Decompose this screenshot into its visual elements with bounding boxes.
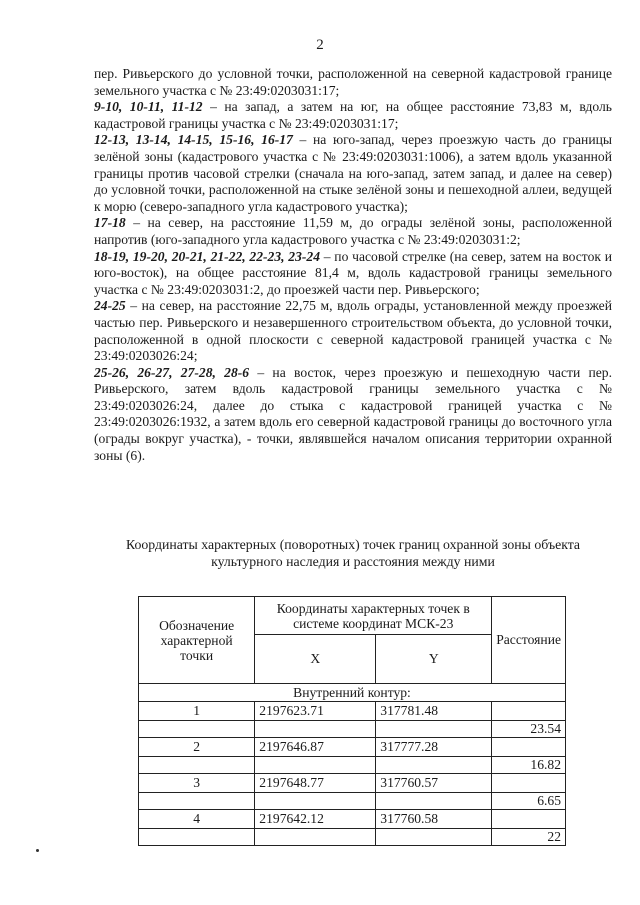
coord-x: 2197648.77 — [255, 774, 376, 793]
empty-cell — [492, 774, 566, 793]
paragraph-text: – на юго-запад, через проезжую часть до границы зелёной зоны (кадастрового участка с № 23:49:0203031:1006), а затем вдоль указанной границы против часовой стрелки (сначала на юго-запад, затем запад, и далее на север) до условной точки, расположенной на стыке зелёной зоны и пешеходной аллеи, ведущей к морю (северо-западного угла кадастрового участка); — [94, 132, 612, 214]
paragraph-text: – на север, на расстояние 11,59 м, до ограды зелёной зоны, расположенной напротив (юго-западного угла кадастрового участка с № 23:49:0203031:2; — [94, 215, 612, 247]
empty-cell — [139, 757, 255, 774]
paragraph-text: – на север, на расстояние 22,75 м, вдоль ограды, установленной между проезжей частью пер. Ривьерского и незавершенного строительством объекта, до условной точки, расположенной в одной плоскости с северной кадастровой границей участка с № 23:49:0203026:24; — [94, 298, 612, 364]
segment-range: 24-25 — [94, 298, 126, 314]
page-number: 2 — [316, 37, 324, 53]
table-header-row — [139, 597, 566, 635]
coordinates-table — [138, 596, 566, 846]
segment-range: 18-19, 19-20, 20-21, 21-22, 22-23, 23-24 — [94, 248, 321, 264]
empty-cell — [376, 793, 492, 810]
empty-cell — [376, 829, 492, 846]
paragraph — [94, 365, 612, 465]
coord-y: 317777.28 — [376, 738, 492, 757]
coord-x: 2197646.87 — [255, 738, 376, 757]
empty-cell — [255, 793, 376, 810]
empty-cell — [139, 721, 255, 738]
empty-cell — [139, 793, 255, 810]
segment-range: 25-26, 26-27, 27-28, 28-6 — [94, 364, 250, 380]
table-row — [139, 702, 566, 721]
empty-cell — [139, 829, 255, 846]
empty-cell — [255, 829, 376, 846]
distance-row — [139, 793, 566, 810]
contour-row — [139, 684, 566, 702]
paragraph — [94, 215, 612, 248]
contour-label: Внутренний контур: — [139, 684, 566, 702]
header-point: Обозначение характерной точки — [139, 597, 255, 684]
point-number: 1 — [139, 702, 255, 721]
empty-cell — [255, 721, 376, 738]
paragraph — [94, 99, 612, 132]
empty-cell — [255, 757, 376, 774]
header-y: Y — [376, 635, 492, 684]
point-number: 2 — [139, 738, 255, 757]
segment-range: 9-10, 10-11, 11-12 — [94, 99, 203, 115]
distance-value: 16.82 — [492, 757, 566, 774]
segment-range: 12-13, 13-14, 14-15, 15-16, 16-17 — [94, 132, 293, 148]
table-row — [139, 810, 566, 829]
paragraph-text: – на восток, через проезжую и пешеходную части пер. Ривьерского, затем вдоль кадастровой границы земельного участка с № 23:49:0203026:24, далее до стыка с кадастровой границей участка с № 23:49:0203026:1932, а затем вдоль его северной кадастровой границы до восточного угла (ограды вокруг участка), - точки, являвшейся началом описания территории охранной зоны (6). — [94, 364, 612, 463]
empty-cell — [376, 721, 492, 738]
paragraph-text: пер. Ривьерского до условной точки, расположенной на северной кадастровой границе земельного участка с № 23:49:0203031:17; — [94, 66, 612, 98]
scan-speck — [36, 849, 39, 852]
paragraph — [94, 132, 612, 215]
empty-cell — [492, 738, 566, 757]
point-number: 3 — [139, 774, 255, 793]
distance-value: 23.54 — [492, 721, 566, 738]
distance-row — [139, 721, 566, 738]
distance-value: 6.65 — [492, 793, 566, 810]
table-row — [139, 774, 566, 793]
coord-x: 2197642.12 — [255, 810, 376, 829]
header-x: X — [255, 635, 376, 684]
paragraph — [94, 298, 612, 364]
distance-row — [139, 829, 566, 846]
header-distance: Расстояние — [492, 597, 566, 684]
coord-y: 317781.48 — [376, 702, 492, 721]
empty-cell — [492, 810, 566, 829]
point-number: 4 — [139, 810, 255, 829]
segment-range: 17-18 — [94, 215, 126, 231]
coord-x: 2197623.71 — [255, 702, 376, 721]
table-row — [139, 738, 566, 757]
document-body — [94, 66, 612, 464]
empty-cell — [492, 702, 566, 721]
coord-y: 317760.57 — [376, 774, 492, 793]
header-coordinates: Координаты характерных точек в системе координат МСК-23 — [255, 597, 492, 635]
paragraph-text: – по часовой стрелке (на север, затем на восток и юго-восток), на общее расстояние 81,4 м, вдоль кадастровой границы земельного участка с № 23:49:0203031:2, до проезжей части пер. Ривьерского; — [94, 248, 612, 297]
coord-y: 317760.58 — [376, 810, 492, 829]
table-title: Координаты характерных (поворотных) точек границ охранной зоны объекта культурного наследия и расстояния между ними — [125, 537, 581, 569]
paragraph — [94, 249, 612, 299]
distance-value: 22 — [492, 829, 566, 846]
paragraph — [94, 66, 612, 99]
empty-cell — [376, 757, 492, 774]
distance-row — [139, 757, 566, 774]
paragraph-text: – на запад, а затем на юг, на общее расстояние 73,83 м, вдоль кадастровой границы участка с № 23:49:0203031:17; — [94, 99, 612, 131]
